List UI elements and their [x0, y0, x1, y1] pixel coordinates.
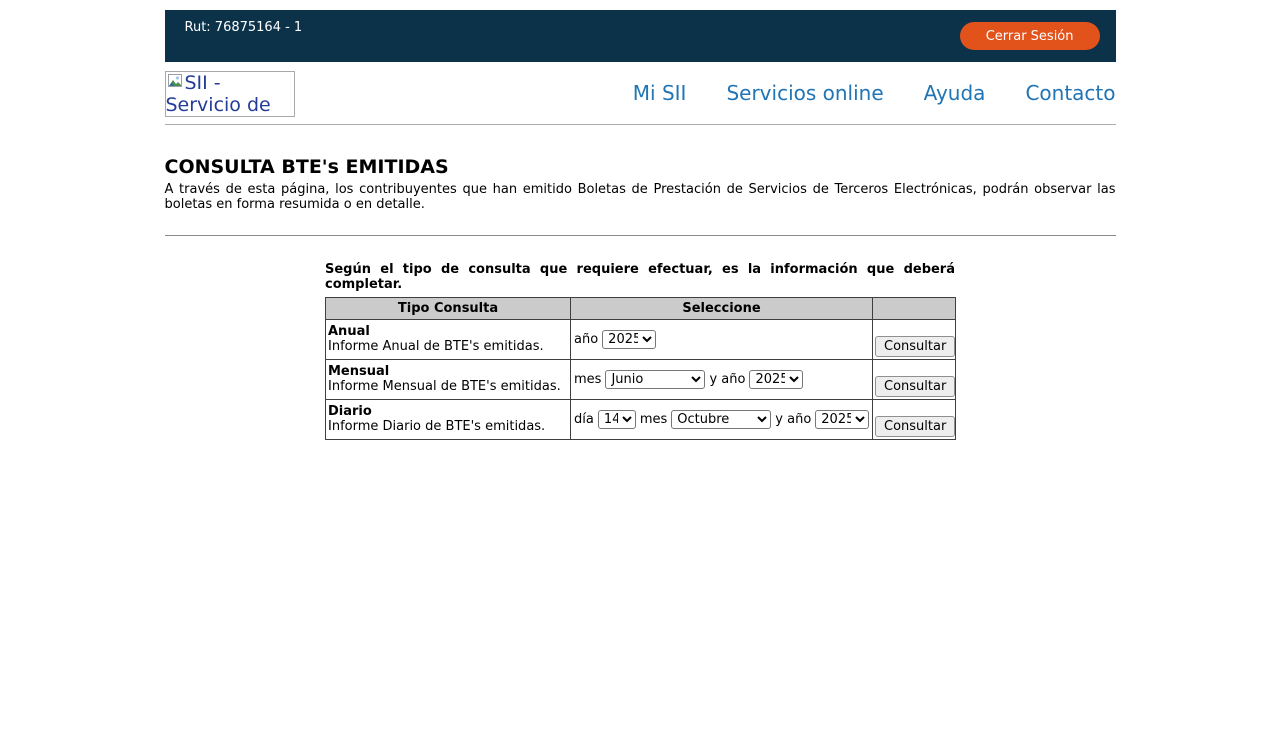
anual-year-label: año: [574, 331, 599, 347]
mensual-year-select[interactable]: [749, 370, 803, 389]
diario-month-select[interactable]: [671, 410, 771, 429]
consulta-table: [325, 297, 956, 440]
row-mensual-title: Mensual: [328, 364, 390, 380]
logout-button[interactable]: Cerrar Sesión: [960, 22, 1100, 50]
diario-month-label: mes: [639, 411, 668, 427]
mensual-month-select[interactable]: [605, 370, 705, 389]
diario-day-label: día: [574, 411, 594, 427]
table-row-mensual: [326, 359, 956, 399]
row-anual-title: Anual: [328, 324, 370, 340]
consulta-section: [325, 262, 955, 440]
anual-year-select[interactable]: [602, 330, 656, 349]
row-anual-desc: Informe Anual de BTE's emitidas.: [328, 339, 544, 355]
main-nav: [633, 81, 1116, 105]
diario-consultar-button[interactable]: Consultar: [875, 416, 955, 437]
anual-consultar-button[interactable]: Consultar: [875, 336, 955, 357]
broken-image-icon: [168, 72, 184, 94]
mensual-consultar-button[interactable]: Consultar: [875, 376, 955, 397]
logo-alt-text: SII - Servicio de: [165, 72, 271, 116]
page-description: A través de esta página, los contribuyentes que han emitido Boletas de Prestación de Servicios de Terceros Electrónicas, podrán observar las boletas en forma resumida o en detalle.: [164, 182, 1116, 212]
header-tipo-consulta: Tipo Consulta: [326, 297, 571, 319]
nav-mi-sii[interactable]: Mi SII: [632, 81, 687, 105]
table-row-anual: [326, 319, 956, 359]
nav-ayuda[interactable]: Ayuda: [923, 81, 986, 105]
diario-year-label: y año: [775, 411, 812, 427]
row-diario-title: Diario: [328, 404, 372, 420]
mensual-year-label: y año: [709, 371, 746, 387]
diario-day-select[interactable]: [598, 410, 636, 429]
diario-year-select[interactable]: [815, 410, 869, 429]
table-row-diario: [326, 399, 956, 439]
rut-label: Rut: 76875164 - 1: [184, 20, 303, 35]
site-header: [165, 62, 1116, 125]
row-mensual-desc: Informe Mensual de BTE's emitidas.: [328, 379, 561, 395]
table-header-row: [326, 297, 956, 319]
header-empty: [873, 297, 956, 319]
section-divider: [165, 235, 1116, 236]
page-container: [165, 10, 1116, 440]
nav-contacto[interactable]: Contacto: [1025, 81, 1116, 105]
header-seleccione: Seleccione: [571, 297, 873, 319]
nav-servicios-online[interactable]: Servicios online: [726, 81, 884, 105]
mensual-month-label: mes: [574, 371, 602, 387]
instructions-text: Según el tipo de consulta que requiere efectuar, es la información que deberá completar.: [325, 261, 955, 293]
session-bar: [165, 10, 1116, 62]
sii-logo-link[interactable]: [165, 71, 295, 117]
row-diario-desc: Informe Diario de BTE's emitidas.: [328, 419, 546, 435]
page-title: CONSULTA BTE's EMITIDAS: [164, 156, 449, 178]
